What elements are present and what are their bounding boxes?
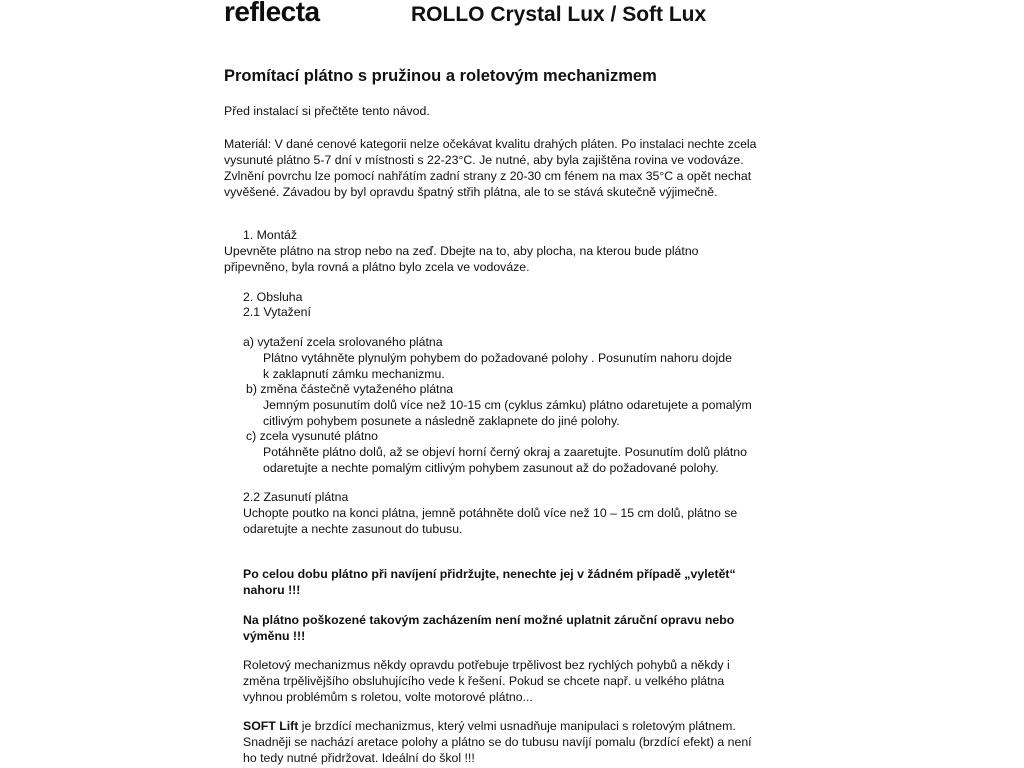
material-line: Materiál: V dané cenové kategorii nelze očekávat kvalitu drahých pláten. Po instalaci nechte zcela xyxy=(224,137,757,151)
softlift-line xyxy=(243,718,736,734)
section-2-2-title: 2.2 Zasunutí plátna xyxy=(243,490,349,504)
brand-logo: reflecta xyxy=(224,0,320,27)
material-line: Zvlnění povrchu lze pomocí nahřátím zadní strany z 20-30 cm fénem na max 35°C a opět nechat xyxy=(224,169,752,183)
item-c-line: Potáhněte plátno dolů, až se objeví horní černý okraj a zaaretujte. Posunutím dolů plátno xyxy=(263,445,747,459)
section-1-line: Upevněte plátno na strop nebo na zeď. Dbejte na to, aby plocha, na kterou bude plátno xyxy=(224,244,699,258)
product-title: ROLLO Crystal Lux / Soft Lux xyxy=(411,3,707,26)
item-b-title: b) změna částečně vytaženého plátna xyxy=(246,382,454,396)
section-1-line: připevněno, byla rovná a plátno bylo zcela ve vodováze. xyxy=(224,260,530,274)
softlift-name: SOFT Lift xyxy=(243,719,299,733)
section-2-2-line: Uchopte poutko na konci plátna, jemně potáhněte dolů více než 10 – 15 cm dolů, plátno se xyxy=(243,506,738,520)
item-b-line: citlivým pohybem posunete a následně zaklapnete do jiné polohy. xyxy=(263,414,620,428)
item-a-line: Plátno vytáhněte plynulým pohybem do požadované polohy . Posunutím nahoru dojde xyxy=(263,351,732,365)
warning-line: nahoru !!! xyxy=(243,583,301,597)
warranty-line: výměnu !!! xyxy=(243,629,306,643)
section-2-2-line: odaretujte a nechte zasunout do tubusu. xyxy=(243,522,463,536)
roller-line: vyhnou problémům s roletou, volte motorové plátno... xyxy=(243,690,533,704)
intro-text: Před instalací si přečtěte tento návod. xyxy=(224,104,430,118)
softlift-line: ho tedy nutné přidržovat. Ideální do škol !!! xyxy=(243,751,475,765)
item-c-line: odaretujte a nechte pomalým citlivým pohybem zasunout až do požadované polohy. xyxy=(263,461,719,475)
item-b-line: Jemným posunutím dolů více než 10-15 cm (cyklus zámku) plátno odaretujete a pomalým xyxy=(263,398,752,412)
document-heading: Promítací plátno s pružinou a roletovým mechanizmem xyxy=(224,67,657,85)
material-line: vyvěšené. Závadou by byl opravdu špatný střih plátna, ale to se stává skutečně výjimečně. xyxy=(224,185,718,199)
item-c-title: c) zcela vysunuté plátno xyxy=(246,429,378,443)
roller-line: změna trpělivějšího obsluhujícího vede k řešení. Pokud se chcete např. u velkého plátna xyxy=(243,674,725,688)
warranty-line: Na plátno poškozené takovým zacházením není možné uplatnit záruční opravu nebo xyxy=(243,613,735,627)
warning-line: Po celou dobu plátno při navíjení přidržujte, nenechte jej v žádném případě „vyletět“ xyxy=(243,567,736,581)
softlift-description: je brzdící mechanizmus, který velmi usnadňuje manipulaci s roletovým plátnem. xyxy=(298,719,736,733)
section-2-title: 2. Obsluha xyxy=(243,290,303,304)
softlift-line: Snadněji se nachází aretace polohy a plátno se do tubusu navíjí pomalu (brzdící efekt) a není xyxy=(243,735,752,749)
section-1-title: 1. Montáž xyxy=(243,228,297,242)
item-a-line: k zaklapnutí zámku mechanizmu. xyxy=(263,367,445,381)
material-line: vysunuté plátno 5-7 dní v místnosti s 22-23°C. Je nutné, aby byla zajištěna rovina ve vodováze. xyxy=(224,153,744,167)
section-2-1-title: 2.1 Vytažení xyxy=(243,305,311,319)
item-a-title: a) vytažení zcela srolovaného plátna xyxy=(243,335,443,349)
roller-line: Roletový mechanizmus někdy opravdu potřebuje trpělivost bez rychlých pohybů a někdy i xyxy=(243,658,730,672)
